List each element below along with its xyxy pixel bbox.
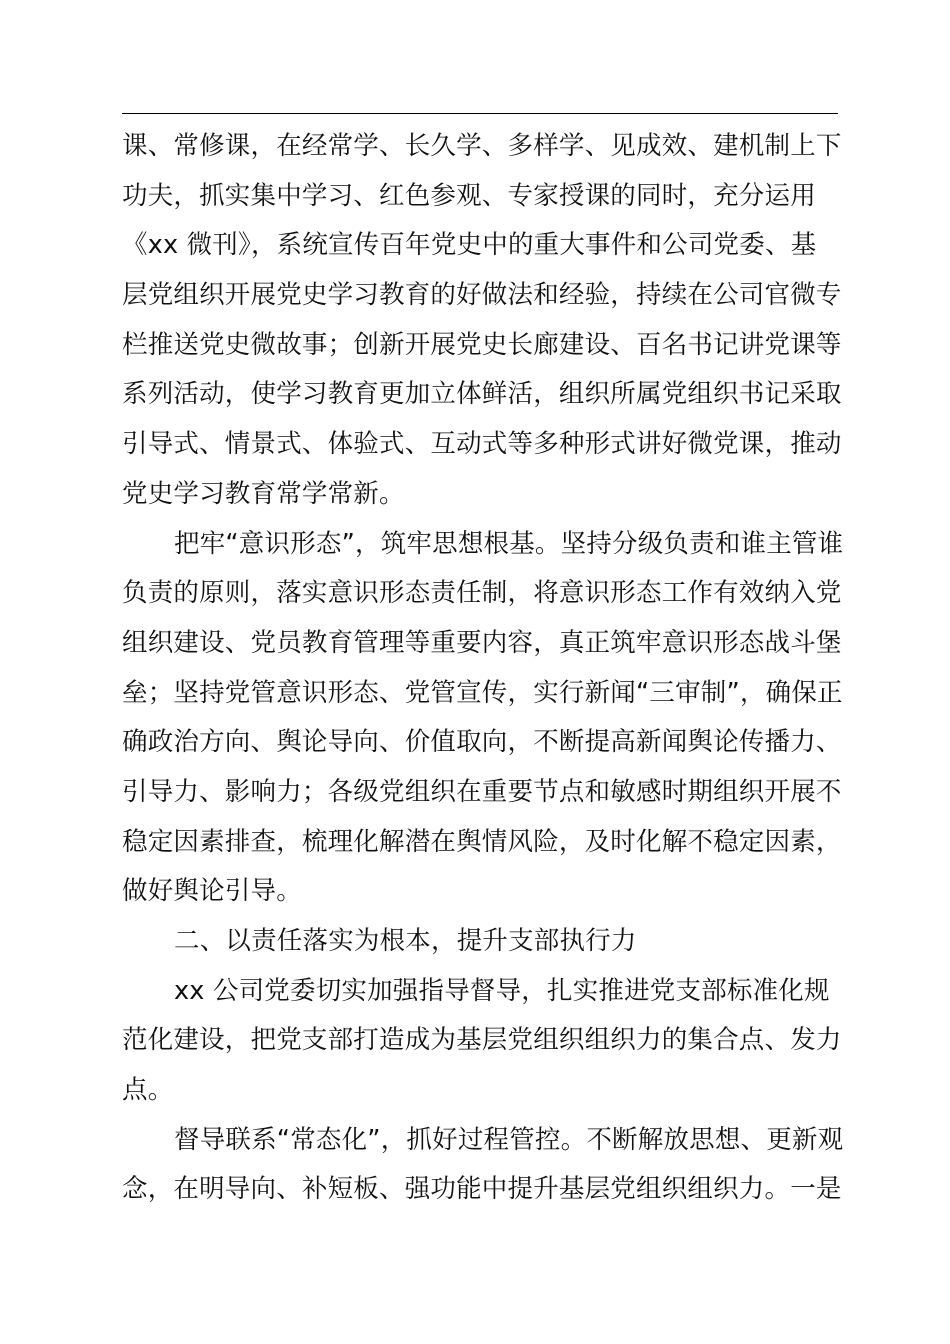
text-line: 栏推送党史微故事；创新开展党史长廊建设、百名书记讲党课等 [122, 329, 842, 360]
text-line: 稳定因素排查，梳理化解潜在舆情风险，及时化解不稳定因素， [122, 826, 842, 857]
header-rule [122, 113, 838, 114]
text-line: 确政治方向、舆论导向、价值取向，不断提高新闻舆论传播力、 [122, 727, 842, 758]
text-line: 引导力、影响力；各级党组织在重要节点和敏感时期组织开展不 [122, 776, 842, 807]
text-line: 课、常修课，在经常学、长久学、多样学、见成效、建机制上下 [122, 131, 842, 161]
text-line: 念，在明导向、补短板、强功能中提升基层党组织组织力。一是 [122, 1174, 842, 1205]
text-line: 党史学习教育常学常新。 [122, 478, 405, 509]
text-line: 做好舆论引导。 [122, 876, 302, 907]
text-line: 负责的原则，落实意识形态责任制，将意识形态工作有效纳入党 [122, 578, 842, 609]
text-line: 引导式、情景式、体验式、互动式等多种形式讲好微党课，推动 [122, 429, 842, 460]
text-line: 点。 [122, 1075, 174, 1106]
text-line: 把牢“意识形态”，筑牢思想根基。坚持分级负责和谁主管谁 [174, 528, 844, 559]
section-heading: 二、以责任落实为根本，提升支部执行力 [174, 926, 637, 956]
text-line: 督导联系“常态化”，抓好过程管控。不断解放思想、更新观 [174, 1124, 844, 1155]
text-line: 垒；坚持党管意识形态、党管宣传，实行新闻“三审制”，确保正 [122, 677, 843, 708]
text-line: 层党组织开展党史学习教育的好做法和经验，持续在公司官微专 [122, 280, 842, 311]
text-line: 范化建设，把党支部打造成为基层党组织组织力的集合点、发力 [122, 1025, 842, 1056]
text-line: 功夫，抓实集中学习、红色参观、专家授课的同时，充分运用 [122, 180, 816, 211]
text-line: 《xx 微刊》，系统宣传百年党史中的重大事件和公司党委、基 [122, 230, 817, 261]
text-line: xx 公司党委切实加强指导督导，扎实推进党支部标准化规 [174, 975, 830, 1006]
document-body [122, 122, 844, 1215]
text-line: 系列活动，使学习教育更加立体鲜活，组织所属党组织书记采取 [122, 379, 842, 410]
text-line: 组织建设、党员教育管理等重要内容，真正筑牢意识形态战斗堡 [122, 627, 842, 658]
